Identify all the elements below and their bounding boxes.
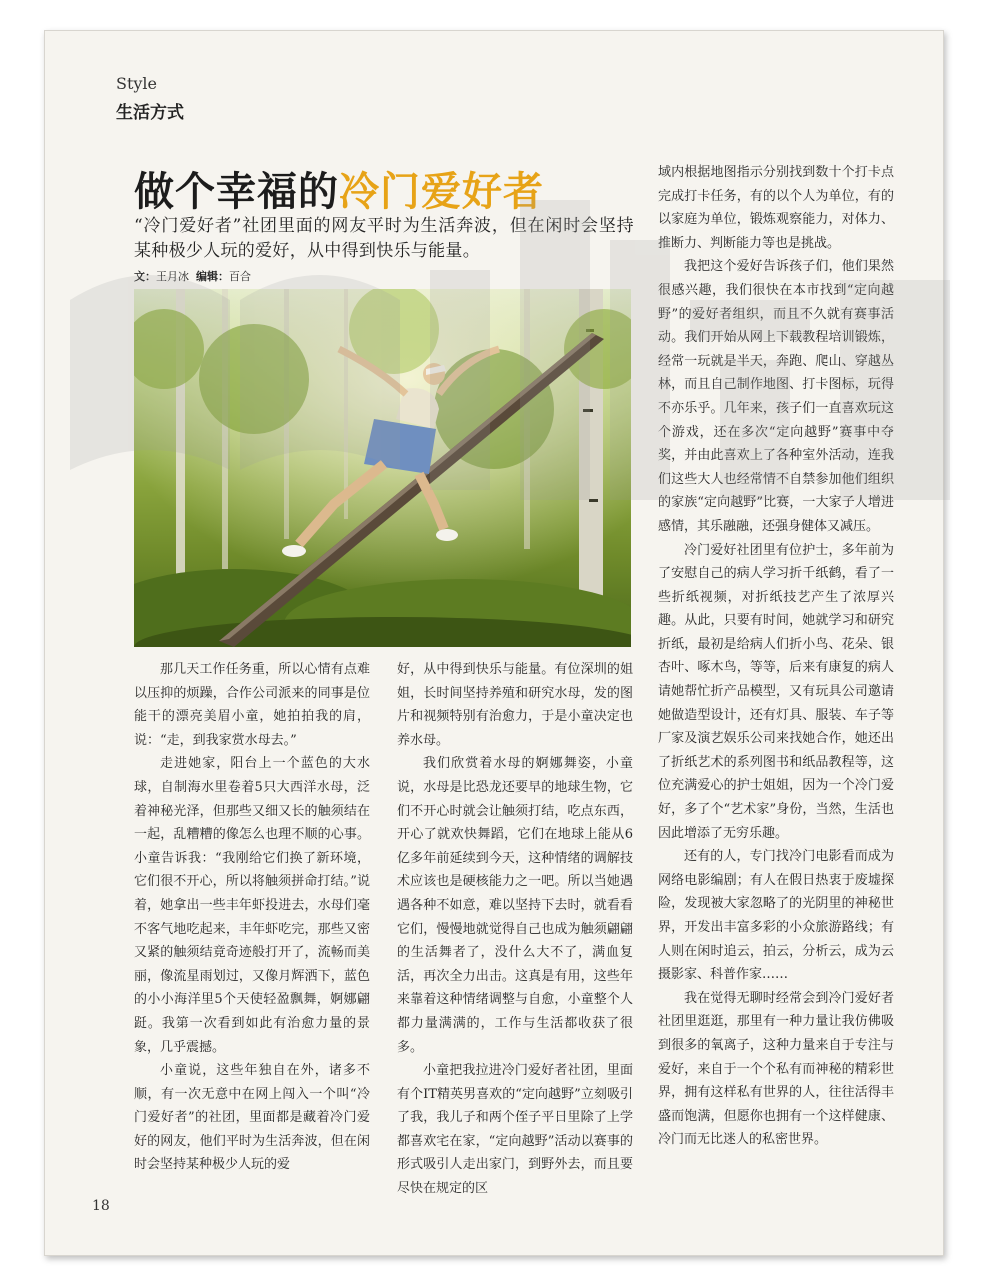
paragraph: 我在觉得无聊时经常会到冷门爱好者社团里逛逛，那里有一种力量让我仿佛吸到很多的氧离子，这种力量来自于专注与爱好，来自于一个个私有而神秘的精彩世界，拥有这样私有世界的人，往往活得丰盛而饱满，但愿你也拥有一个这样健康、冷门而无比迷人的私密世界。 [658,990,894,1148]
article-title [134,160,544,217]
page-number: 18 [92,1198,110,1214]
photo-illustration [134,289,631,647]
editor-label: 编辑： [196,270,229,283]
paragraph: 我们欣赏着水母的婀娜舞姿，小童说，水母是比恐龙还要早的地球生物，它们不开心时就会让触须打结，吃点东西，开心了就欢快舞蹈，它们在地球上能从6亿多年前延续到今天，这种情绪的调解技术应该也是硬核能力之一吧。所以当她遇遇各种不如意，难以坚持下去时，就看看它们，慢慢地就觉得自己也成为触须翩翩的生活舞者了，没什么大不了，满血复活，再次全力出击。这真是有用，这些年来靠着这种情绪调整与自愈，小童整个人都力量满满的，工作与生活都收获了很多。 [397,756,633,1055]
paragraph: 还有的人，专门找冷门电影看而成为网络电影编剧；有人在假日热衷于废墟探险，发现被大家忽略了的光阴里的神秘世界，开发出丰富多彩的小众旅游路线；有人则在闲时追云，拍云，分析云，成为云摄影家、科普作家…… [658,849,894,983]
byline [134,268,251,284]
paragraph: 我把这个爱好告诉孩子们，他们果然很感兴趣，我们很快在本市找到“定向越野”的爱好者组织，而且不久就有赛事活动。我们开始从网上下载教程培训锻炼，经常一玩就是半天，奔跑、爬山、穿越丛林，而且自己制作地图、打卡图标，玩得不亦乐乎。几年来，孩子们一直喜欢玩这个游戏，还在多次“定向越野”赛事中夺奖，并由此喜欢上了各种室外活动，连我们这些大人也经常情不自禁参加他们组织的家族“定向越野”比赛，一大家子人增进感情，其乐融融，还强身健体又减压。 [658,259,894,534]
paragraph: 小童说，这些年独自在外，诸多不顺，有一次无意中在网上闯入一个叫“冷门爱好者”的社团，里面都是藏着冷门爱好的网友，他们平时为生活奔波，但在闲时会坚持某种极少人玩的爱 [134,1063,370,1173]
paragraph: 小童把我拉进冷门爱好者社团，里面有个IT精英男喜欢的“定向越野”立刻吸引了我，我儿子和两个侄子平日里除了上学都喜欢宅在家，“定向越野”活动以赛事的形式吸引人走出家门，到野外去，而且要尽快在规定的区 [397,1063,633,1197]
forest-runner-photo [134,289,631,647]
paragraph: 冷门爱好社团里有位护士，多年前为了安慰自己的病人学习折千纸鹤，看了一些折纸视频，对折纸技艺产生了浓厚兴趣。从此，只要有时间，她就学习和研究折纸，最初是给病人们折小鸟、花朵、银杏叶、啄木鸟，等等，后来有康复的病人请她帮忙折产品模型，又有玩具公司邀请她做造型设计，还有灯具、服装、车子等厂家及演艺娱乐公司来找她合作，她还出了折纸艺术的系列图书和纸品教程等，这位充满爱心的护士姐姐，因为一个冷门爱好，多了个“艺术家”身份，当然，生活也因此增添了无穷乐趣。 [658,542,894,841]
article-subtitle: “冷门爱好者”社团里面的网友平时为生活奔波，但在闲时会坚持某种极少人玩的爱好，从中得到快乐与能量。 [134,216,634,261]
text-column-1 [134,658,370,1177]
paragraph: 域内根据地图指示分别找到数十个打卡点完成打卡任务，有的以个人为单位，有的以家庭为单位，锻炼观察能力，对体力、推断力、判断能力等也是挑战。 [658,165,894,251]
title-main: 做个幸福的 [134,168,339,215]
paragraph: 那几天工作任务重，所以心情有点难以压抑的烦躁，合作公司派来的同事是位能干的漂亮美眉小童，她拍拍我的肩，说：“走，到我家赏水母去。” [134,662,370,748]
text-column-3 [658,161,894,1152]
author-name: 王月冰 [156,270,189,283]
section-label-cn: 生活方式 [116,103,184,123]
paragraph: 好，从中得到快乐与能量。有位深圳的姐姐，长时间坚持养殖和研究水母，发的图片和视频特别有治愈力，于是小童决定也养水母。 [397,662,633,748]
author-label: 文： [134,270,156,283]
text-column-2 [397,658,633,1201]
paragraph: 走进她家，阳台上一个蓝色的大水球，自制海水里卷着5只大西洋水母，泛着神秘光泽，但那些又细又长的触须结在一起，乱糟糟的像怎么也理不顺的心事。小童告诉我：“我刚给它们换了新环境，它们很不开心，所以将触须拼命打结。”说着，她拿出一些丰年虾投进去，水母们毫不客气地吃起来，丰年虾吃完，那些又密又紧的触须结竟奇迹般打开了，流畅而美丽，像流星雨划过，又像月辉洒下，蓝色的小小海洋里5个天使轻盈飘舞，婀娜翩跹。我第一次看到如此有治愈力量的景象，几乎震撼。 [134,756,370,1055]
section-label-en: Style [116,74,158,93]
title-highlight: 冷门爱好者 [339,168,544,215]
editor-name: 百合 [229,270,251,283]
